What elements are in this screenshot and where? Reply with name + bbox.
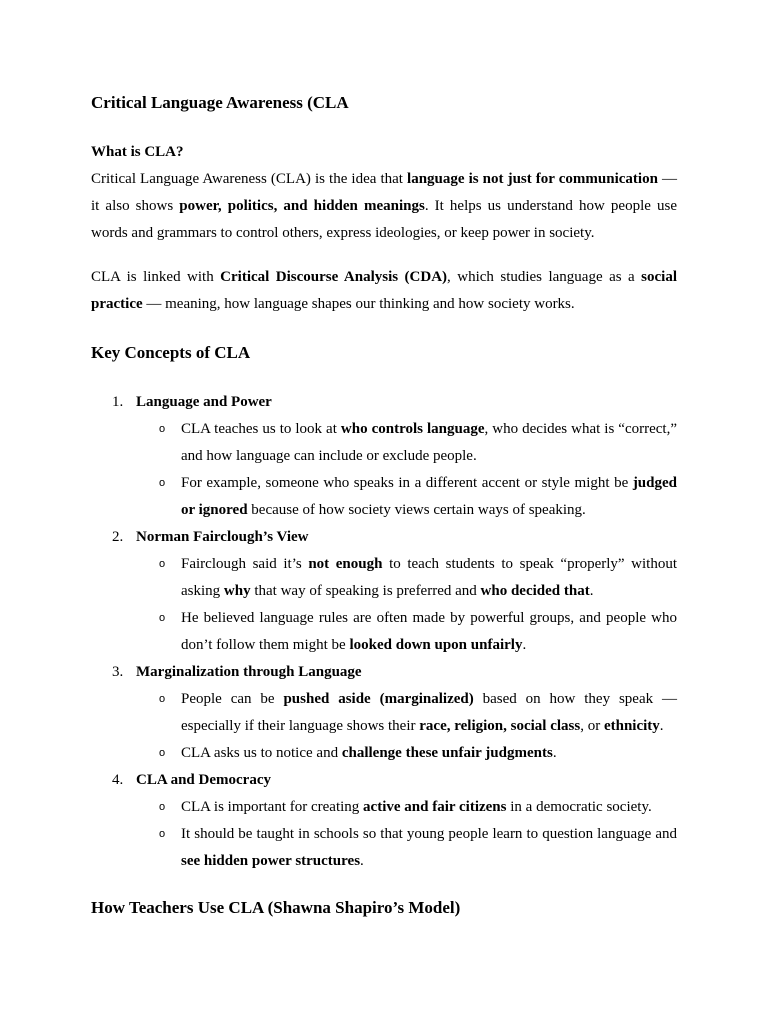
text-run: based on how they speak — especially if their language shows their — [181, 691, 677, 734]
hollow-bullet-icon: o — [159, 612, 166, 624]
text-run: — meaning, how language shapes our thinking and how society works. — [142, 296, 575, 312]
bold-text-run: ethnicity — [603, 718, 660, 734]
concept-bullet — [136, 794, 677, 821]
concept-bullet — [136, 605, 677, 659]
text-run: It should be taught in schools so that young people learn to question language and — [181, 826, 677, 842]
concept-title: CLA and Democracy — [136, 772, 271, 788]
concept-item — [91, 389, 677, 524]
concept-bullets — [136, 551, 677, 659]
concept-bullet — [136, 416, 677, 470]
document-body — [91, 92, 677, 919]
text-run: . — [659, 718, 664, 734]
teachers-heading: How Teachers Use CLA (Shawna Shapiro’s Model) — [91, 898, 461, 917]
bold-text-run: pushed aside (marginalized) — [283, 691, 474, 707]
key-concepts-heading: Key Concepts of CLA — [91, 343, 251, 362]
concept-bullet — [136, 740, 677, 767]
concept-item — [91, 524, 677, 659]
concept-title: Language and Power — [136, 394, 272, 410]
bold-text-run: looked down upon unfairly — [349, 637, 523, 653]
bold-text-run: Critical Discourse Analysis (CDA) — [220, 269, 448, 285]
text-run: . — [360, 853, 364, 869]
text-run: — it also shows — [91, 171, 677, 214]
text-run: , or — [580, 718, 604, 734]
concept-bullet — [136, 686, 677, 740]
text-run: . It helps us understand how people use words and grammars to control others, express ideologies, or keep power in society. — [91, 198, 677, 241]
concept-bullet — [136, 470, 677, 524]
hollow-bullet-icon: o — [159, 747, 166, 759]
text-run: For example, someone who speaks in a different accent or style might be — [181, 475, 633, 491]
bold-text-run: why — [223, 583, 251, 599]
bold-text-run: judged or ignored — [181, 475, 677, 518]
text-run: to teach students to speak “properly” without asking — [181, 556, 677, 599]
list-number: 1. — [112, 394, 124, 410]
hollow-bullet-icon: o — [159, 693, 166, 705]
hollow-bullet-icon: o — [159, 423, 166, 435]
concept-title: Norman Fairclough’s View — [136, 529, 309, 545]
text-run: . — [589, 583, 594, 599]
bold-text-run: power, politics, and hidden meanings — [179, 198, 425, 214]
text-run: in a democratic society. — [506, 799, 652, 815]
what-is-paragraph-1 — [91, 166, 677, 247]
concept-bullets — [136, 416, 677, 524]
concept-item — [91, 659, 677, 767]
concept-bullets — [136, 686, 677, 767]
bold-text-run: who controls language — [340, 421, 485, 437]
bold-text-run: social practice — [91, 269, 677, 312]
hollow-bullet-icon: o — [159, 828, 166, 840]
text-run: Fairclough said it’s — [181, 556, 309, 572]
text-run: He believed language rules are often made by powerful groups, and people who don’t follow them might be — [181, 610, 677, 653]
text-run: Critical Language Awareness (CLA) is the idea that — [91, 171, 408, 187]
bold-text-run: language is not just for communication — [407, 171, 658, 187]
concept-title: Marginalization through Language — [136, 664, 362, 680]
key-concepts-list — [91, 389, 677, 875]
concept-item — [91, 767, 677, 875]
text-run: CLA teaches us to look at — [181, 421, 341, 437]
concept-bullets — [136, 794, 677, 875]
hollow-bullet-icon: o — [159, 558, 166, 570]
bold-text-run: see hidden power structures — [181, 853, 361, 869]
hollow-bullet-icon: o — [159, 801, 166, 813]
list-number: 4. — [112, 772, 124, 788]
text-run: . — [552, 745, 557, 761]
concept-bullet — [136, 821, 677, 875]
list-number: 3. — [112, 664, 124, 680]
text-run: , who decides what is “correct,” and how language can include or exclude people. — [181, 421, 678, 464]
bold-text-run: race, religion, social class — [419, 718, 581, 734]
bold-text-run: challenge these unfair judgments — [341, 745, 553, 761]
text-run: CLA is important for creating — [181, 799, 364, 815]
document-title: Critical Language Awareness (CLA — [91, 93, 349, 112]
bold-text-run: who decided that — [480, 583, 590, 599]
text-run: . — [522, 637, 527, 653]
text-run: CLA asks us to notice and — [181, 745, 342, 761]
what-is-paragraph-2 — [91, 264, 677, 318]
text-run: because of how society views certain ways of speaking. — [247, 502, 586, 518]
what-is-heading: What is CLA? — [91, 144, 184, 160]
bold-text-run: active and fair citizens — [363, 799, 507, 815]
list-number: 2. — [112, 529, 124, 545]
text-run: CLA is linked with — [91, 269, 221, 285]
text-run: that way of speaking is preferred and — [250, 583, 481, 599]
bold-text-run: not enough — [308, 556, 383, 572]
text-run: People can be — [181, 691, 284, 707]
concept-bullet — [136, 551, 677, 605]
hollow-bullet-icon: o — [159, 477, 166, 489]
text-run: , which studies language as a — [447, 269, 642, 285]
